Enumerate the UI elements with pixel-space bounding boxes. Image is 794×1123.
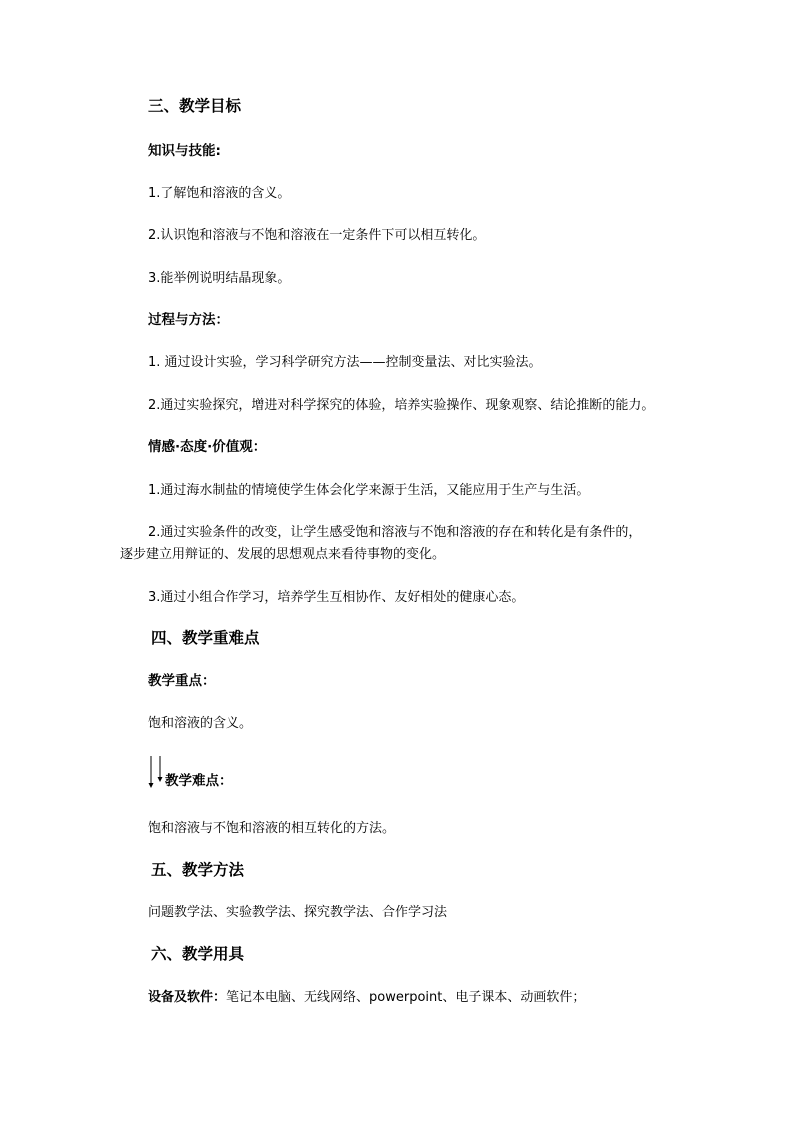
process-item-1: 1. 通过设计实验，学习科学研究方法——控制变量法、对比实验法。	[148, 355, 542, 370]
process-item-2: 2.通过实验探究，增进对科学探究的体验，培养实验操作、现象观察、结论推断的能力。	[148, 398, 655, 413]
teaching-focus-text: 饱和溶液的含义。	[148, 716, 253, 731]
section-heading-methods: 五、教学方法	[151, 861, 245, 879]
section-heading-objectives: 三、教学目标	[148, 97, 242, 115]
knowledge-item-3: 3.能举例说明结晶现象。	[148, 271, 291, 286]
tools-line	[148, 991, 585, 1004]
section-heading-tools: 六、教学用具	[151, 945, 245, 963]
teaching-difficulty-text: 饱和溶液与不饱和溶液的相互转化的方法。	[148, 821, 396, 836]
tools-text: 笔记本电脑、无线网络、powerpoint、电子课本、动画软件；	[226, 990, 586, 1005]
emotion-item-3: 3.通过小组合作学习，培养学生互相协作、友好相处的健康心态。	[148, 590, 525, 605]
knowledge-item-1: 1.了解饱和溶液的含义。	[148, 186, 291, 201]
section-heading-key-points: 四、教学重难点	[151, 629, 260, 647]
subheading-emotion-values: 情感·态度·价值观：	[148, 439, 267, 455]
emotion-item-1: 1.通过海水制盐的情境使学生体会化学来源于生活，又能应用于生产与生活。	[148, 483, 590, 498]
subheading-teaching-focus: 教学重点：	[148, 673, 216, 689]
tools-label: 设备及软件：	[148, 990, 227, 1005]
methods-text: 问题教学法、实验教学法、探究教学法、合作学习法	[148, 905, 448, 920]
emotion-item-2-continued: 逐步建立用辩证的、发展的思想观点来看待事物的变化。	[120, 547, 446, 562]
subheading-knowledge-skills: 知识与技能:	[148, 143, 221, 159]
knowledge-item-2: 2.认识饱和溶液与不饱和溶液在一定条件下可以相互转化。	[148, 228, 486, 243]
subheading-process-methods: 过程与方法：	[148, 312, 229, 328]
down-arrows-icon	[148, 755, 166, 789]
emotion-item-2: 2.通过实验条件的改变，让学生感受饱和溶液与不饱和溶液的存在和转化是有条件的，	[148, 525, 642, 540]
subheading-teaching-difficulty: 教学难点：	[165, 773, 233, 789]
